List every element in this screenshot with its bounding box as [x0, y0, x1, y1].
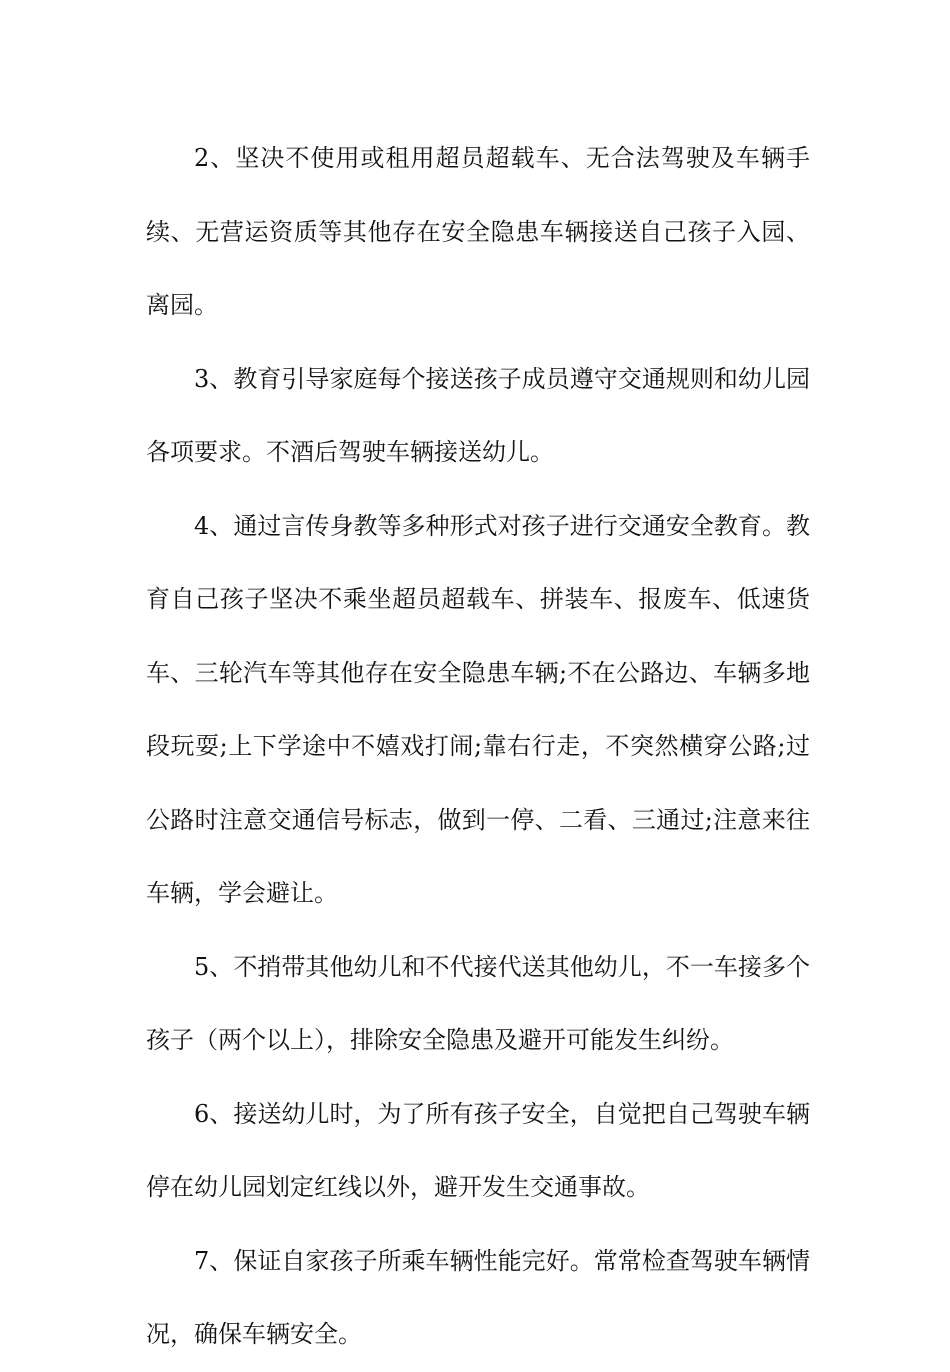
paragraph-item-3: 3、教育引导家庭每个接送孩子成员遵守交通规则和幼儿园各项要求。不酒后驾驶车辆接送幼儿。: [146, 364, 810, 466]
paragraph-item-2: 2、坚决不使用或租用超员超载车、无合法驾驶及车辆手续、无营运资质等其他存在安全隐患车辆接送自己孩子入园、离园。: [146, 144, 810, 319]
paragraph-item-5: 5、不捎带其他幼儿和不代接代送其他幼儿，不一车接多个孩子（两个以上），排除安全隐患及避开可能发生纠纷。: [146, 952, 810, 1054]
document-body: [146, 122, 810, 1372]
paragraph-item-7: 7、保证自家孩子所乘车辆性能完好。常常检查驾驶车辆情况，确保车辆安全。: [146, 1246, 810, 1348]
paragraph-item-6: 6、接送幼儿时，为了所有孩子安全，自觉把自己驾驶车辆停在幼儿园划定红线以外，避开发生交通事故。: [146, 1099, 810, 1201]
paragraph-item-4: 4、通过言传身教等多种形式对孩子进行交通安全教育。教育自己孩子坚决不乘坐超员超载车、拼装车、报废车、低速货车、三轮汽车等其他存在安全隐患车辆;不在公路边、车辆多地段玩耍;上下学途中不嬉戏打闹;靠右行走，不突然横穿公路;过公路时注意交通信号标志，做到一停、二看、三通过;注意来往车辆，学会避让。: [146, 511, 810, 907]
